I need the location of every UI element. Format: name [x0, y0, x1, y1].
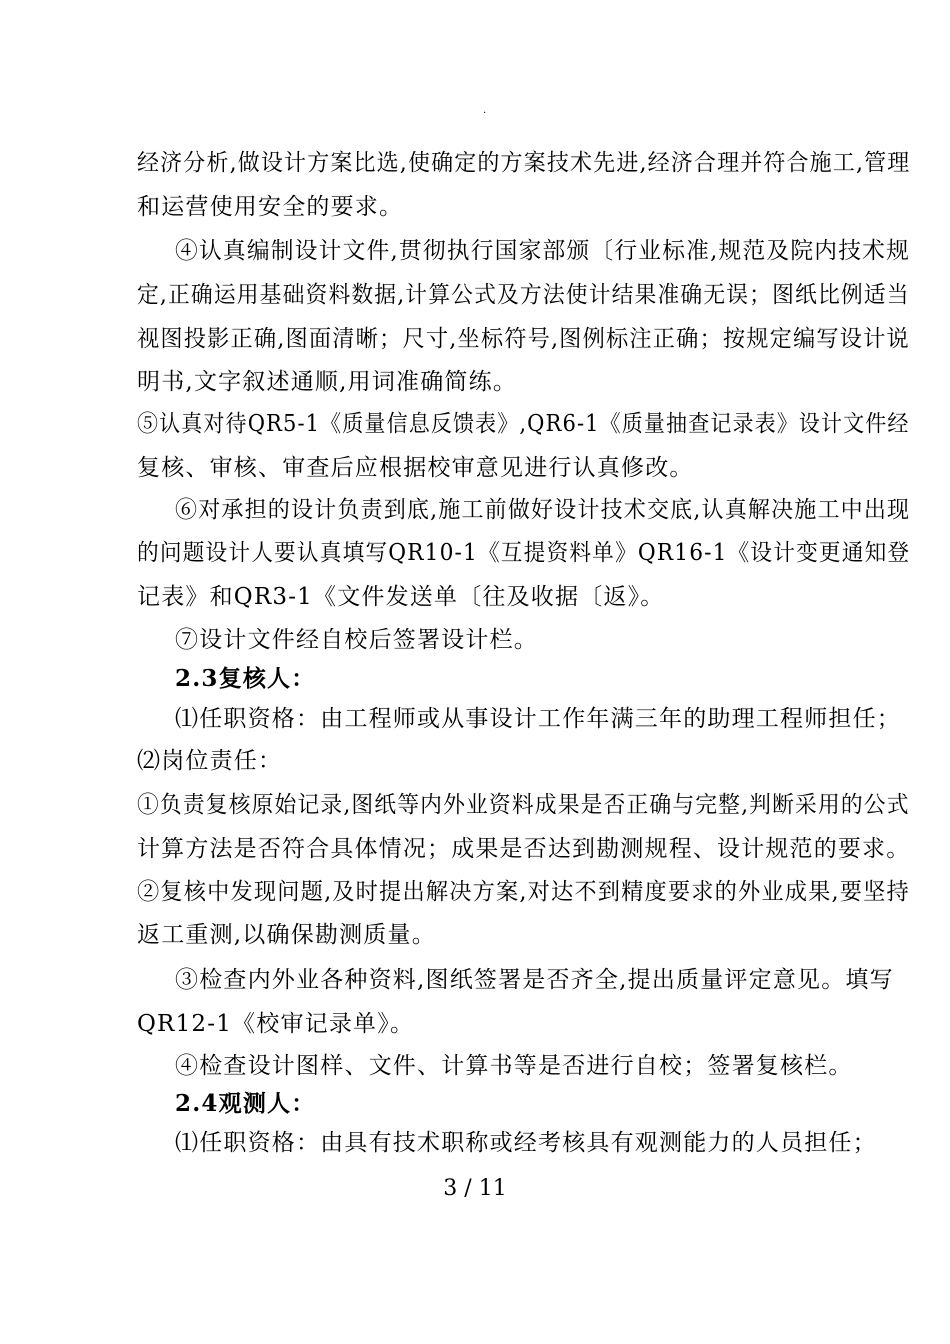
body-text-line: ⑤认真对待QR5-1《质量信息反馈表》,QR6-1《质量抽查记录表》设计文件经: [137, 411, 910, 437]
header-dot: .: [483, 105, 487, 116]
section-heading: 2.3复核人：: [175, 665, 316, 692]
body-text-line: 经济分析,做设计方案比选,使确定的方案技术先进,经济合理并符合施工,管理: [137, 150, 911, 176]
body-text-line: ②复核中发现问题,及时提出解决方案,对达不到精度要求的外业成果,要坚持: [137, 879, 910, 905]
body-text-line: 计算方法是否符合具体情况；成果是否达到勘测规程、设计规范的要求。: [137, 836, 911, 862]
body-text-line: QR12-1《校审记录单》。: [137, 1011, 415, 1037]
body-text-line: ⑦设计文件经自校后签署设计栏。: [175, 627, 538, 653]
body-text-line: 定,正确运用基础资料数据,计算公式及方法使计结果准确无误；图纸比例适当: [137, 282, 910, 308]
body-text-line: ④认真编制设计文件,贯彻执行国家部颁〔行业标准,规范及院内技术规: [175, 238, 911, 264]
body-text-line: 记表》和QR3-1《文件发送单〔往及收据〔返》。: [137, 584, 665, 610]
page-number: 3 / 11: [443, 1176, 507, 1201]
body-text-line: 返工重测,以确保勘测质量。: [137, 922, 436, 948]
body-text-line: ④检查设计图样、文件、计算书等是否进行自校；签署复核栏。: [175, 1053, 853, 1079]
body-text-line: ⑴任职资格：由具有技术职称或经考核具有观测能力的人员担任；: [175, 1130, 877, 1156]
body-text-line: ⑵岗位责任：: [137, 748, 283, 774]
body-text-line: 明书,文字叙述通顺,用词准确简练。: [137, 369, 518, 395]
body-text-line: ⑥对承担的设计负责到底,施工前做好设计技术交底,认真解决施工中出现: [175, 497, 911, 523]
body-text-line: 的问题设计人要认真填写QR10-1《互提资料单》QR16-1《设计变更通知登: [137, 540, 911, 566]
section-heading: 2.4观测人：: [175, 1090, 316, 1117]
body-text-line: 和运营使用安全的要求。: [137, 194, 404, 220]
body-text-line: ①负责复核原始记录,图纸等内外业资料成果是否正确与完整,判断采用的公式: [137, 792, 910, 818]
body-text-line: 复核、审核、审查后应根据校审意见进行认真修改。: [137, 455, 694, 481]
body-text-line: ⑴任职资格：由工程师或从事设计工作年满三年的助理工程师担任；: [175, 706, 901, 732]
body-text-line: ③检查内外业各种资料,图纸签署是否齐全,提出质量评定意见。填写: [175, 967, 894, 993]
body-text-line: 视图投影正确,图面清晰；尺寸,坐标符号,图例标注正确；按规定编写设计说: [137, 326, 910, 352]
